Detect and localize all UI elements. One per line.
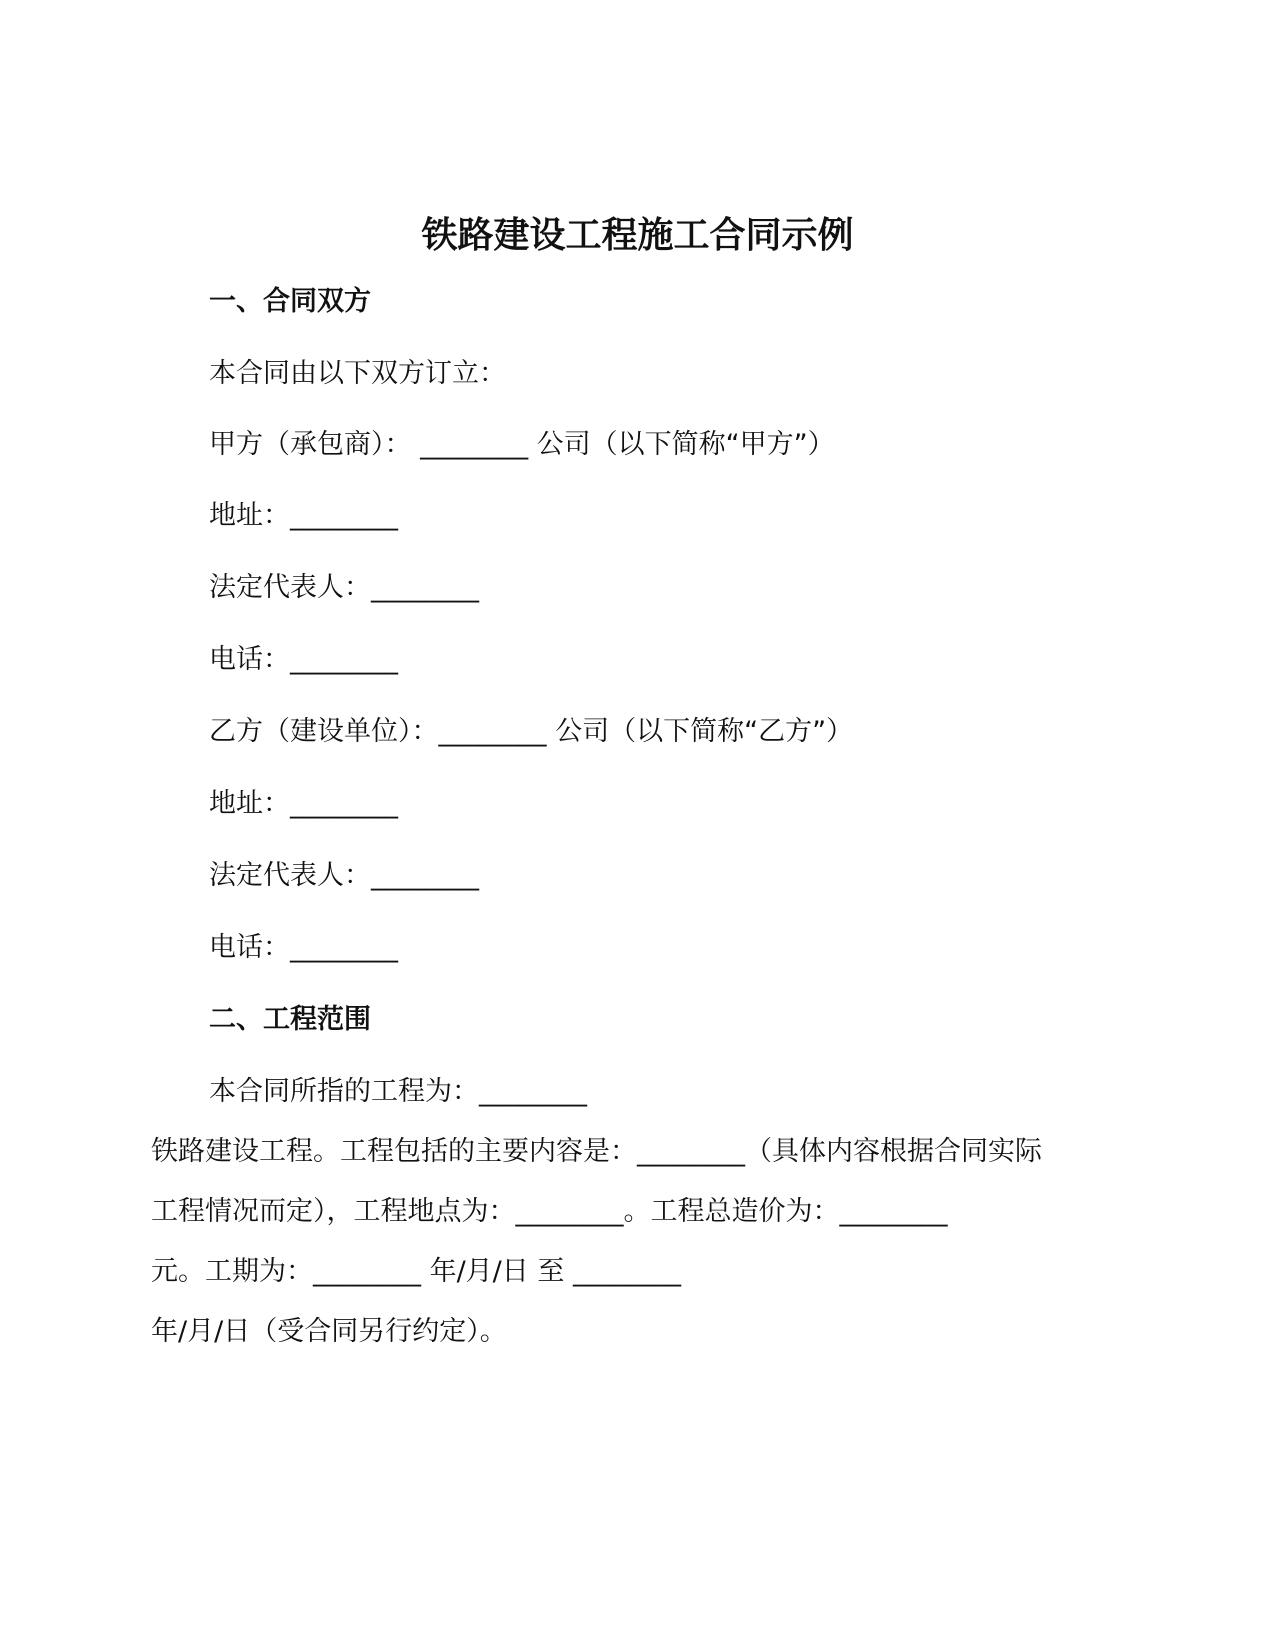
parties-intro: 本合同由以下双方订立：: [209, 358, 506, 389]
party-b-phone: 电话：________: [209, 932, 398, 963]
scope-line-2: 铁路建设工程。工程包括的主要内容是：________（具体内容根据合同实际: [151, 1136, 1042, 1167]
section-heading-scope: 二、工程范围: [209, 1004, 371, 1035]
document-title: 铁路建设工程施工合同示例: [421, 215, 854, 256]
scope-line-4: 元。工期为：________ 年/月/日 至 ________: [151, 1256, 681, 1287]
party-b-line: 乙方（建设单位）：________ 公司（以下简称“乙方”）: [209, 716, 854, 747]
party-b-address: 地址：________: [209, 788, 398, 819]
scope-line-1: 本合同所指的工程为：________: [209, 1076, 587, 1107]
party-a-address: 地址：________: [209, 500, 398, 531]
party-b-representative: 法定代表人：________: [209, 860, 479, 891]
party-a-representative: 法定代表人：________: [209, 572, 479, 603]
party-a-line: 甲方（承包商）： ________ 公司（以下简称“甲方”）: [209, 429, 835, 460]
party-a-phone: 电话：________: [209, 644, 398, 675]
scope-line-3: 工程情况而定），工程地点为：________。工程总造价为：________: [151, 1196, 948, 1227]
scope-line-5: 年/月/日（受合同另行约定）。: [151, 1316, 507, 1347]
section-heading-parties: 一、合同双方: [209, 286, 371, 317]
